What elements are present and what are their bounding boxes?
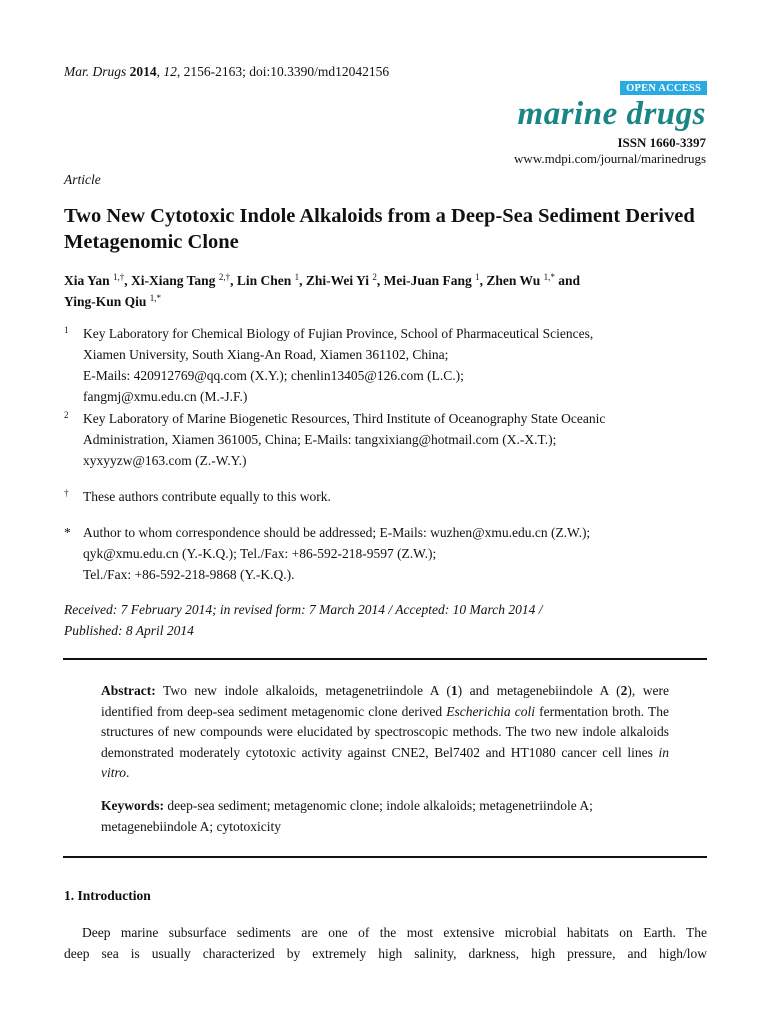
citation-line: Mar. Drugs 2014, 12, 2156-2163; doi:10.3390/md12042156 xyxy=(64,64,390,79)
keywords: Keywords: deep-sea sediment; metagenomic clone; indole alkaloids; metagenetriindole A; metagenebiindole A; cytotoxicity xyxy=(101,798,593,834)
issn: ISSN 1660-3397 xyxy=(617,135,706,150)
abstract: Abstract: Two new indole alkaloids, metagenetriindole A (1) and metagenebiindole A (2), were identified from deep-sea sediment metagenomic clone derived Escherichia coli fermentation broth. The structures of new compounds were elucidated by spectroscopic methods. The two new indole alkaloids demonstrated moderately cytotoxic activity against CNE2, Bel7402 and HT1080 cancer cell lines in vitro. xyxy=(101,683,669,780)
journal-url-link[interactable]: www.mdpi.com/journal/marinedrugs xyxy=(514,151,706,166)
author: Zhen Wu $^{1,*}$ and xyxy=(486,272,581,288)
author: Xia Yan $^{1,\dagger}$, xyxy=(64,272,132,288)
citation-pages-doi: , 2156-2163; doi:10.3390/md12042156 xyxy=(176,64,390,79)
dagger-marker: † xyxy=(64,488,69,498)
author: Xi-Xiang Tang $^{2,\dagger}$, xyxy=(131,272,237,288)
journal-logo: marine drugs xyxy=(517,96,706,132)
author: Lin Chen $^1$, xyxy=(236,272,306,288)
section-heading-introduction: 1. Introduction xyxy=(64,888,151,903)
equal-contribution-note: † These authors contribute equally to this work. xyxy=(64,486,714,507)
citation-year: 2014 xyxy=(129,64,157,79)
divider-top xyxy=(63,658,707,660)
author-list xyxy=(64,270,714,312)
article-type: Article xyxy=(64,172,101,187)
correspondence-note: * Author to whom correspondence should be addressed; E-Mails: wuzhen@xmu.edu.cn (Z.W.); qyk@xmu.edu.cn (Y.-K.Q.); Tel./Fax: +86-592-218-9597 (Z.W.); Tel./Fax: +86-592-218-9868 (Y.-K.Q.). xyxy=(64,522,714,585)
affiliation-1: 1 Key Laboratory for Chemical Biology of Fujian Province, School of Pharmaceutical Sciences, Xiamen University, South Xiang-An Road, Xiamen 361102, China; E-Mails: 420912769@qq.com (X.Y.); chenlin13405@126.com (L.C.); fangmj@xmu.edu.cn (M.-J.F.) xyxy=(64,323,714,407)
affiliation-marker: 1 xyxy=(64,325,69,335)
citation-volume: 12 xyxy=(163,64,177,79)
article-title: Two New Cytotoxic Indole Alkaloids from a Deep-Sea Sediment Derived Metagenomic Clone xyxy=(64,205,695,253)
journal-abbrev: Mar. Drugs xyxy=(64,64,127,79)
abstract-label: Abstract: xyxy=(101,683,156,698)
author: Mei-Juan Fang $^1$, xyxy=(383,272,487,288)
author: Zhi-Wei Yi $^2$, xyxy=(305,272,384,288)
affiliation-2: 2 Key Laboratory of Marine Biogenetic Resources, Third Institute of Oceanography State Oceanic Administration, Xiamen 361005, China; E-Mails: tangxixiang@hotmail.com (X.-X.T.); xyxyyzw@163.com (Z.-W.Y.) xyxy=(64,408,714,471)
asterisk-marker: * xyxy=(64,525,71,540)
keywords-label: Keywords: xyxy=(101,798,164,813)
author: Ying-Kun Qiu $^{1,*}$ xyxy=(64,293,162,309)
divider-bottom xyxy=(63,856,707,858)
publication-dates: Received: 7 February 2014; in revised form: 7 March 2014 / Accepted: 10 March 2014 / Published: 8 April 2014 xyxy=(64,602,543,638)
affiliation-marker: 2 xyxy=(64,410,69,420)
introduction-paragraph: Deep marine subsurface sediments are one of the most extensive microbial habitats on Earth. The deep sea is usually characterized by extremely high salinity, darkness, high pressure, and high/low xyxy=(64,925,707,961)
open-access-badge: OPEN ACCESS xyxy=(620,81,707,95)
